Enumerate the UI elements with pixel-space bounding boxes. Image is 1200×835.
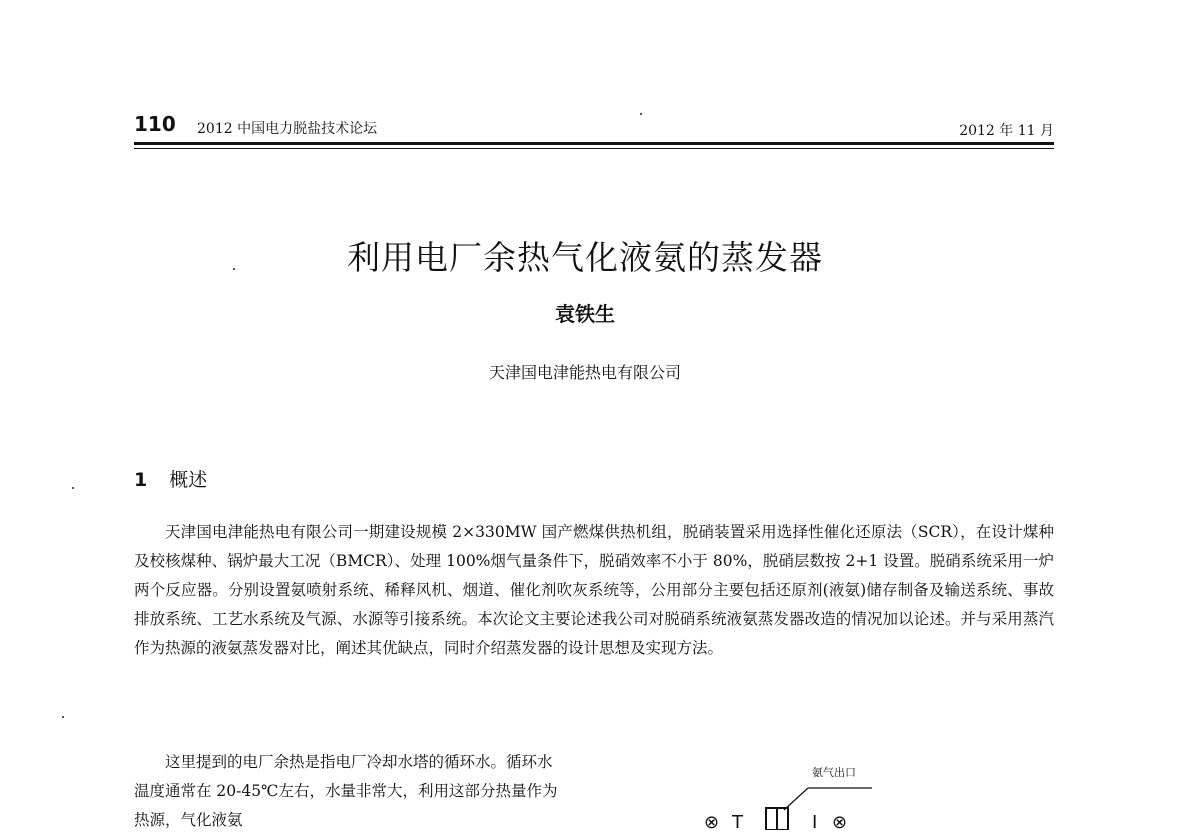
figure-label: 氨气出口 [812,766,856,779]
article-title: 利用电厂余热气化液氨的蒸发器 [347,238,823,277]
scan-speck [233,268,235,270]
page-header [134,112,1054,152]
scan-speck [62,716,64,718]
scan-speck [640,113,642,115]
section-heading [134,465,207,492]
publication-date: 2012 年 11 月 [959,123,1054,139]
section-number: 1 [134,469,148,491]
page-number: 110 [134,112,176,136]
body-paragraph-2: 这里提到的电厂余热是指电厂冷却水塔的循环水。循环水温度通常在 20-45℃左右，水量非常大，利用这部分热量作为热源，气化液氨 [134,753,558,829]
section-title: 概述 [169,469,208,491]
article-affiliation: 天津国电津能热电有限公司 [488,363,681,382]
svg-text:⊗: ⊗ [704,812,720,830]
evaporator-figure [700,760,900,830]
header-rule-thin [134,148,1054,149]
conference-name: 2012 中国电力脱盐技术论坛 [197,121,378,137]
evaporator-diagram [700,760,900,830]
svg-text:I: I [812,812,818,830]
header-rule-thick [134,142,1054,145]
scan-speck [72,487,74,489]
svg-text:⊗: ⊗ [832,812,848,830]
svg-text:T: T [732,812,743,830]
article-author: 袁铁生 [555,302,615,326]
body-paragraph-1: 天津国电津能热电有限公司一期建设规模 2×330MW 国产燃煤供热机组，脱硝装置采用选择性催化还原法（SCR），在设计煤种及校核煤种、锅炉最大工况（BMCR）、处理 100%烟气量条件下，脱硝效率不小于 80%，脱硝层数按 2+1 设置。脱硝系统采用一炉两个反应器。分别设置氨喷射系统、稀释风机、烟道、催化剂吹灰系统等，公用部分主要包括还原剂(液氨)储存制备及输送系统、事故排放系统、工艺水系统及气源、水源等引接系统。本次论文主要论述我公司对脱硝系统液氨蒸发器改造的情况加以论述。并与采用蒸汽作为热源的液氨蒸发器对比，阐述其优缺点，同时介绍蒸发器的设计思想及实现方法。 [134,523,1054,657]
